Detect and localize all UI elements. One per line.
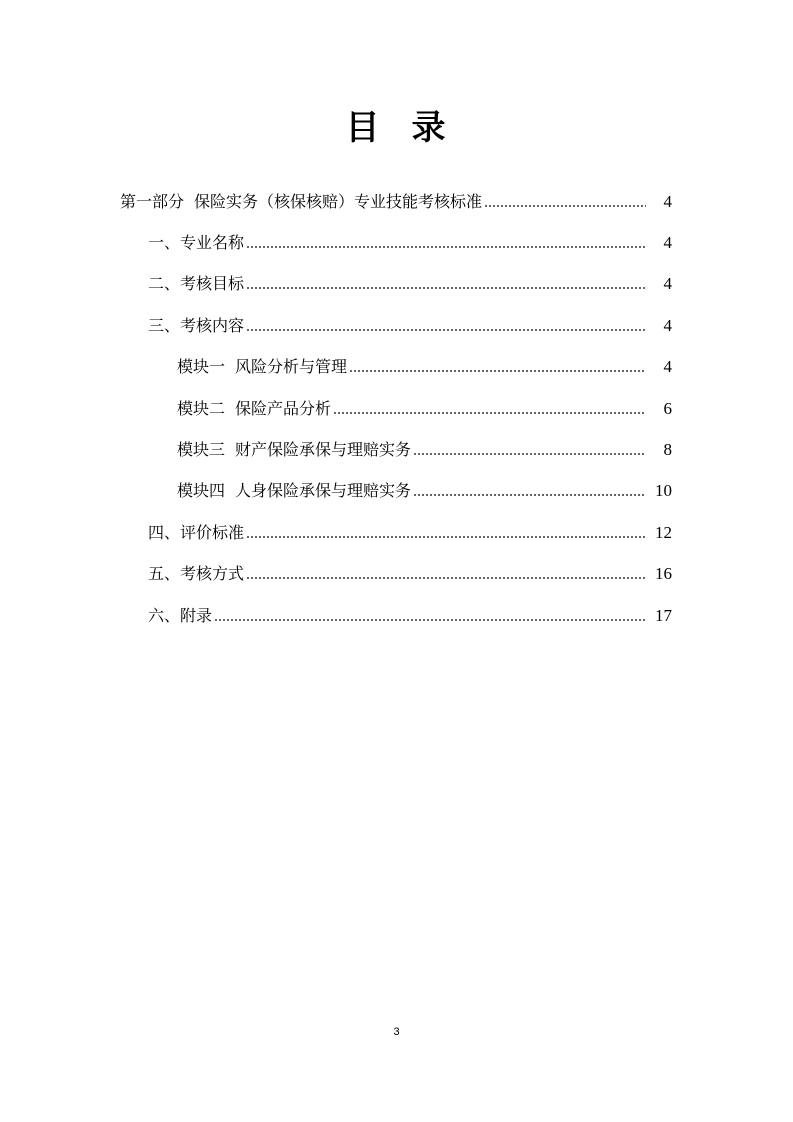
toc-entry-page: 16 xyxy=(655,564,672,584)
toc-entry-text: 五、考核方式 xyxy=(148,564,245,584)
toc-entry[interactable] xyxy=(0,347,793,388)
toc-entry[interactable] xyxy=(0,388,793,429)
toc-dot-leader xyxy=(246,536,646,538)
toc-entry-page: 4 xyxy=(663,274,672,294)
toc-dot-leader xyxy=(349,370,646,372)
toc-entry-label xyxy=(177,481,411,501)
toc-title-char-2: 录 xyxy=(411,108,448,148)
toc-entry-text: 保险实务（核保核赔）专业技能考核标准 xyxy=(194,191,483,211)
toc-entry-page: 4 xyxy=(663,191,672,211)
toc-entry-number: 模块三 xyxy=(177,440,226,460)
toc-entry-number: 第一部分 xyxy=(120,191,185,211)
toc-entry-number: 模块二 xyxy=(177,398,226,418)
toc-entry[interactable] xyxy=(0,512,793,553)
toc-dot-leader xyxy=(333,412,646,414)
toc-dot-leader xyxy=(246,287,646,289)
toc-entry-label xyxy=(148,274,244,294)
toc-entry-number: 模块一 xyxy=(177,357,226,377)
toc-entry-label xyxy=(148,233,244,253)
toc-entry-number: 模块四 xyxy=(177,481,226,501)
toc-entry-label xyxy=(148,606,212,626)
toc-entry-label xyxy=(148,564,244,584)
toc-entry-page: 10 xyxy=(655,481,672,501)
toc-entry-label xyxy=(177,399,331,419)
toc-entry-label xyxy=(120,192,482,212)
toc-entry-text: 六、附录 xyxy=(148,605,213,625)
toc-title-char-1: 目 xyxy=(345,108,382,148)
toc-entry[interactable] xyxy=(0,429,793,470)
toc-entry-label xyxy=(177,357,347,377)
toc-dot-leader xyxy=(413,453,646,455)
toc-entry-label xyxy=(177,440,411,460)
toc-entry[interactable] xyxy=(0,471,793,512)
toc-entry-text: 风险分析与管理 xyxy=(235,357,348,377)
toc-entry-text: 四、评价标准 xyxy=(148,522,245,542)
toc-entry-text: 保险产品分析 xyxy=(235,398,332,418)
toc-entry-text: 二、考核目标 xyxy=(148,274,245,294)
toc-entry[interactable] xyxy=(0,595,793,636)
table-of-contents xyxy=(0,181,793,636)
toc-entry-label xyxy=(148,523,244,543)
page-number: 3 xyxy=(393,1026,400,1038)
toc-entry-text: 财产保险承保与理赔实务 xyxy=(235,440,412,460)
toc-entry[interactable] xyxy=(0,305,793,346)
toc-entry-label xyxy=(148,316,244,336)
toc-entry[interactable] xyxy=(0,181,793,222)
toc-entry-text: 人身保险承保与理赔实务 xyxy=(235,481,412,501)
toc-dot-leader xyxy=(246,577,646,579)
toc-entry-text: 一、专业名称 xyxy=(148,233,245,253)
toc-dot-leader xyxy=(484,205,646,207)
toc-title xyxy=(0,98,793,158)
toc-entry-page: 4 xyxy=(663,315,672,335)
toc-entry-page: 17 xyxy=(655,605,672,625)
toc-entry-page: 4 xyxy=(663,233,672,253)
toc-dot-leader xyxy=(413,494,646,496)
toc-entry-page: 8 xyxy=(663,440,672,460)
toc-entry[interactable] xyxy=(0,222,793,263)
toc-dot-leader xyxy=(246,329,646,331)
toc-dot-leader xyxy=(214,619,646,621)
toc-dot-leader xyxy=(246,246,646,248)
toc-entry-page: 4 xyxy=(663,357,672,377)
toc-entry[interactable] xyxy=(0,554,793,595)
toc-entry-text: 三、考核内容 xyxy=(148,315,245,335)
toc-entry[interactable] xyxy=(0,264,793,305)
toc-entry-page: 6 xyxy=(663,398,672,418)
toc-entry-page: 12 xyxy=(655,522,672,542)
